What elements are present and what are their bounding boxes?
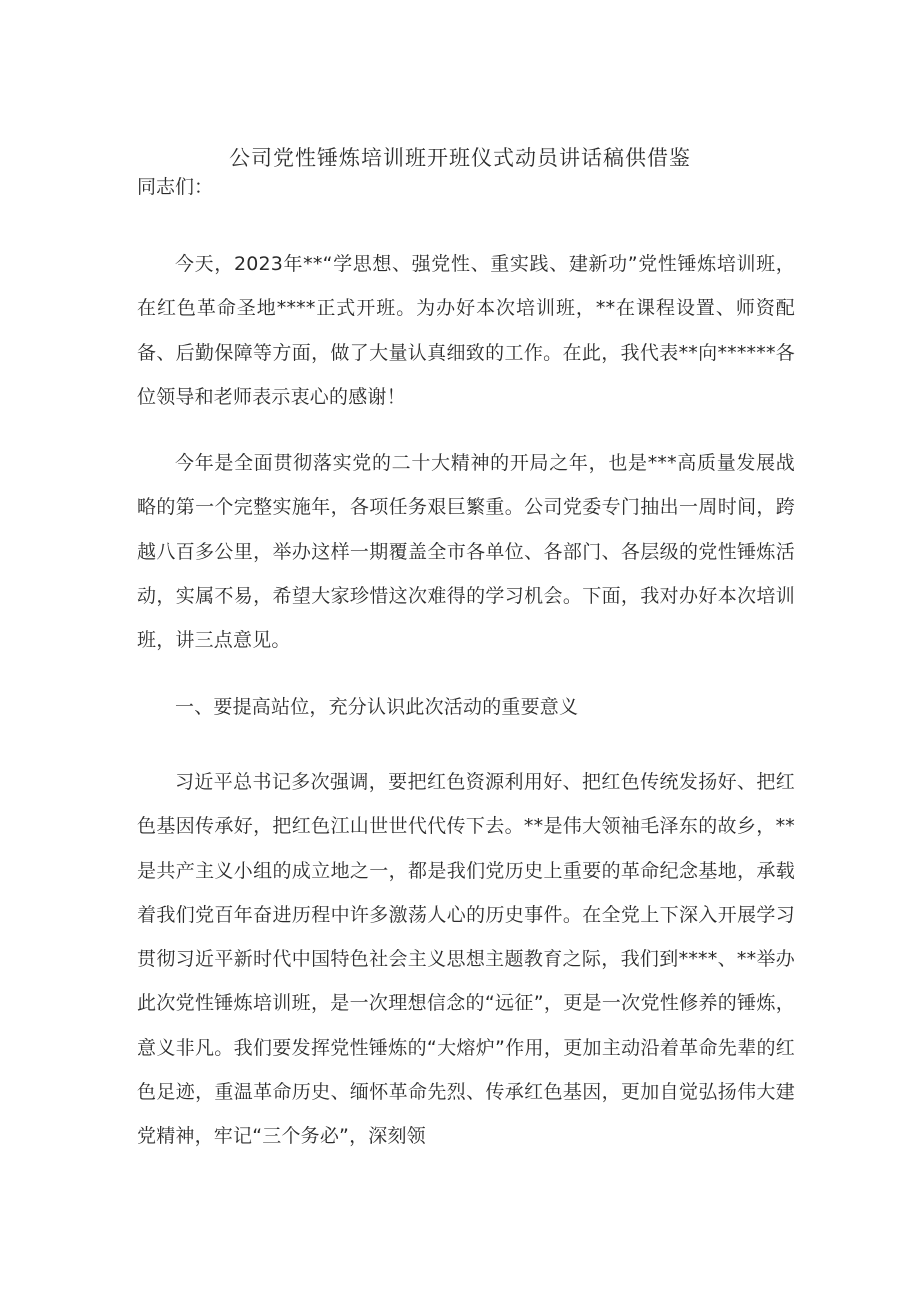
- paragraph-context: 今年是全面贯彻落实党的二十大精神的开局之年，也是***高质量发展战略的第一个完整实施年，各项任务艰巨繁重。公司党委专门抽出一周时间，跨越八百多公里，举办这样一期覆盖全市各单位、各部门、各层级的党性锤炼活动，实属不易，希望大家珍惜这次难得的学习机会。下面，我对办好本次培训班，讲三点意见。: [137, 452, 795, 652]
- document-title: 公司党性锤炼培训班开班仪式动员讲话稿供借鉴: [229, 146, 691, 170]
- paragraph-opening: 今天，2023年**“学思想、强党性、重实践、建新功”党性锤炼培训班，在红色革命圣地****正式开班。为办好本次培训班，**在课程设置、师资配备、后勤保障等方面，做了大量认真细致的工作。在此，我代表**向******各位领导和老师表示衷心的感谢！: [137, 253, 795, 408]
- section-heading: 一、要提高站位，充分认识此次活动的重要意义: [175, 696, 579, 718]
- section-paragraph: 习近平总书记多次强调，要把红色资源利用好、把红色传统发扬好、把红色基因传承好，把红色江山世世代代传下去。**是伟大领袖毛泽东的故乡，**是共产主义小组的成立地之一，都是我们党历史上重要的革命纪念基地，承载着我们党百年奋进历程中许多激荡人心的历史事件。在全党上下深入开展学习贯彻习近平新时代中国特色社会主义思想主题教育之际，我们到****、**举办此次党性锤炼培训班，是一次理想信念的“远征”，更是一次党性修养的锤炼，意义非凡。我们要发挥党性锤炼的“大熔炉”作用，更加主动沿着革命先辈的红色足迹，重温革命历史、缅怀革命先烈、传承红色基因，更加自觉弘扬伟大建党精神，牢记“三个务必”，深刻领: [137, 771, 795, 1148]
- salutation: 同志们：: [137, 176, 214, 198]
